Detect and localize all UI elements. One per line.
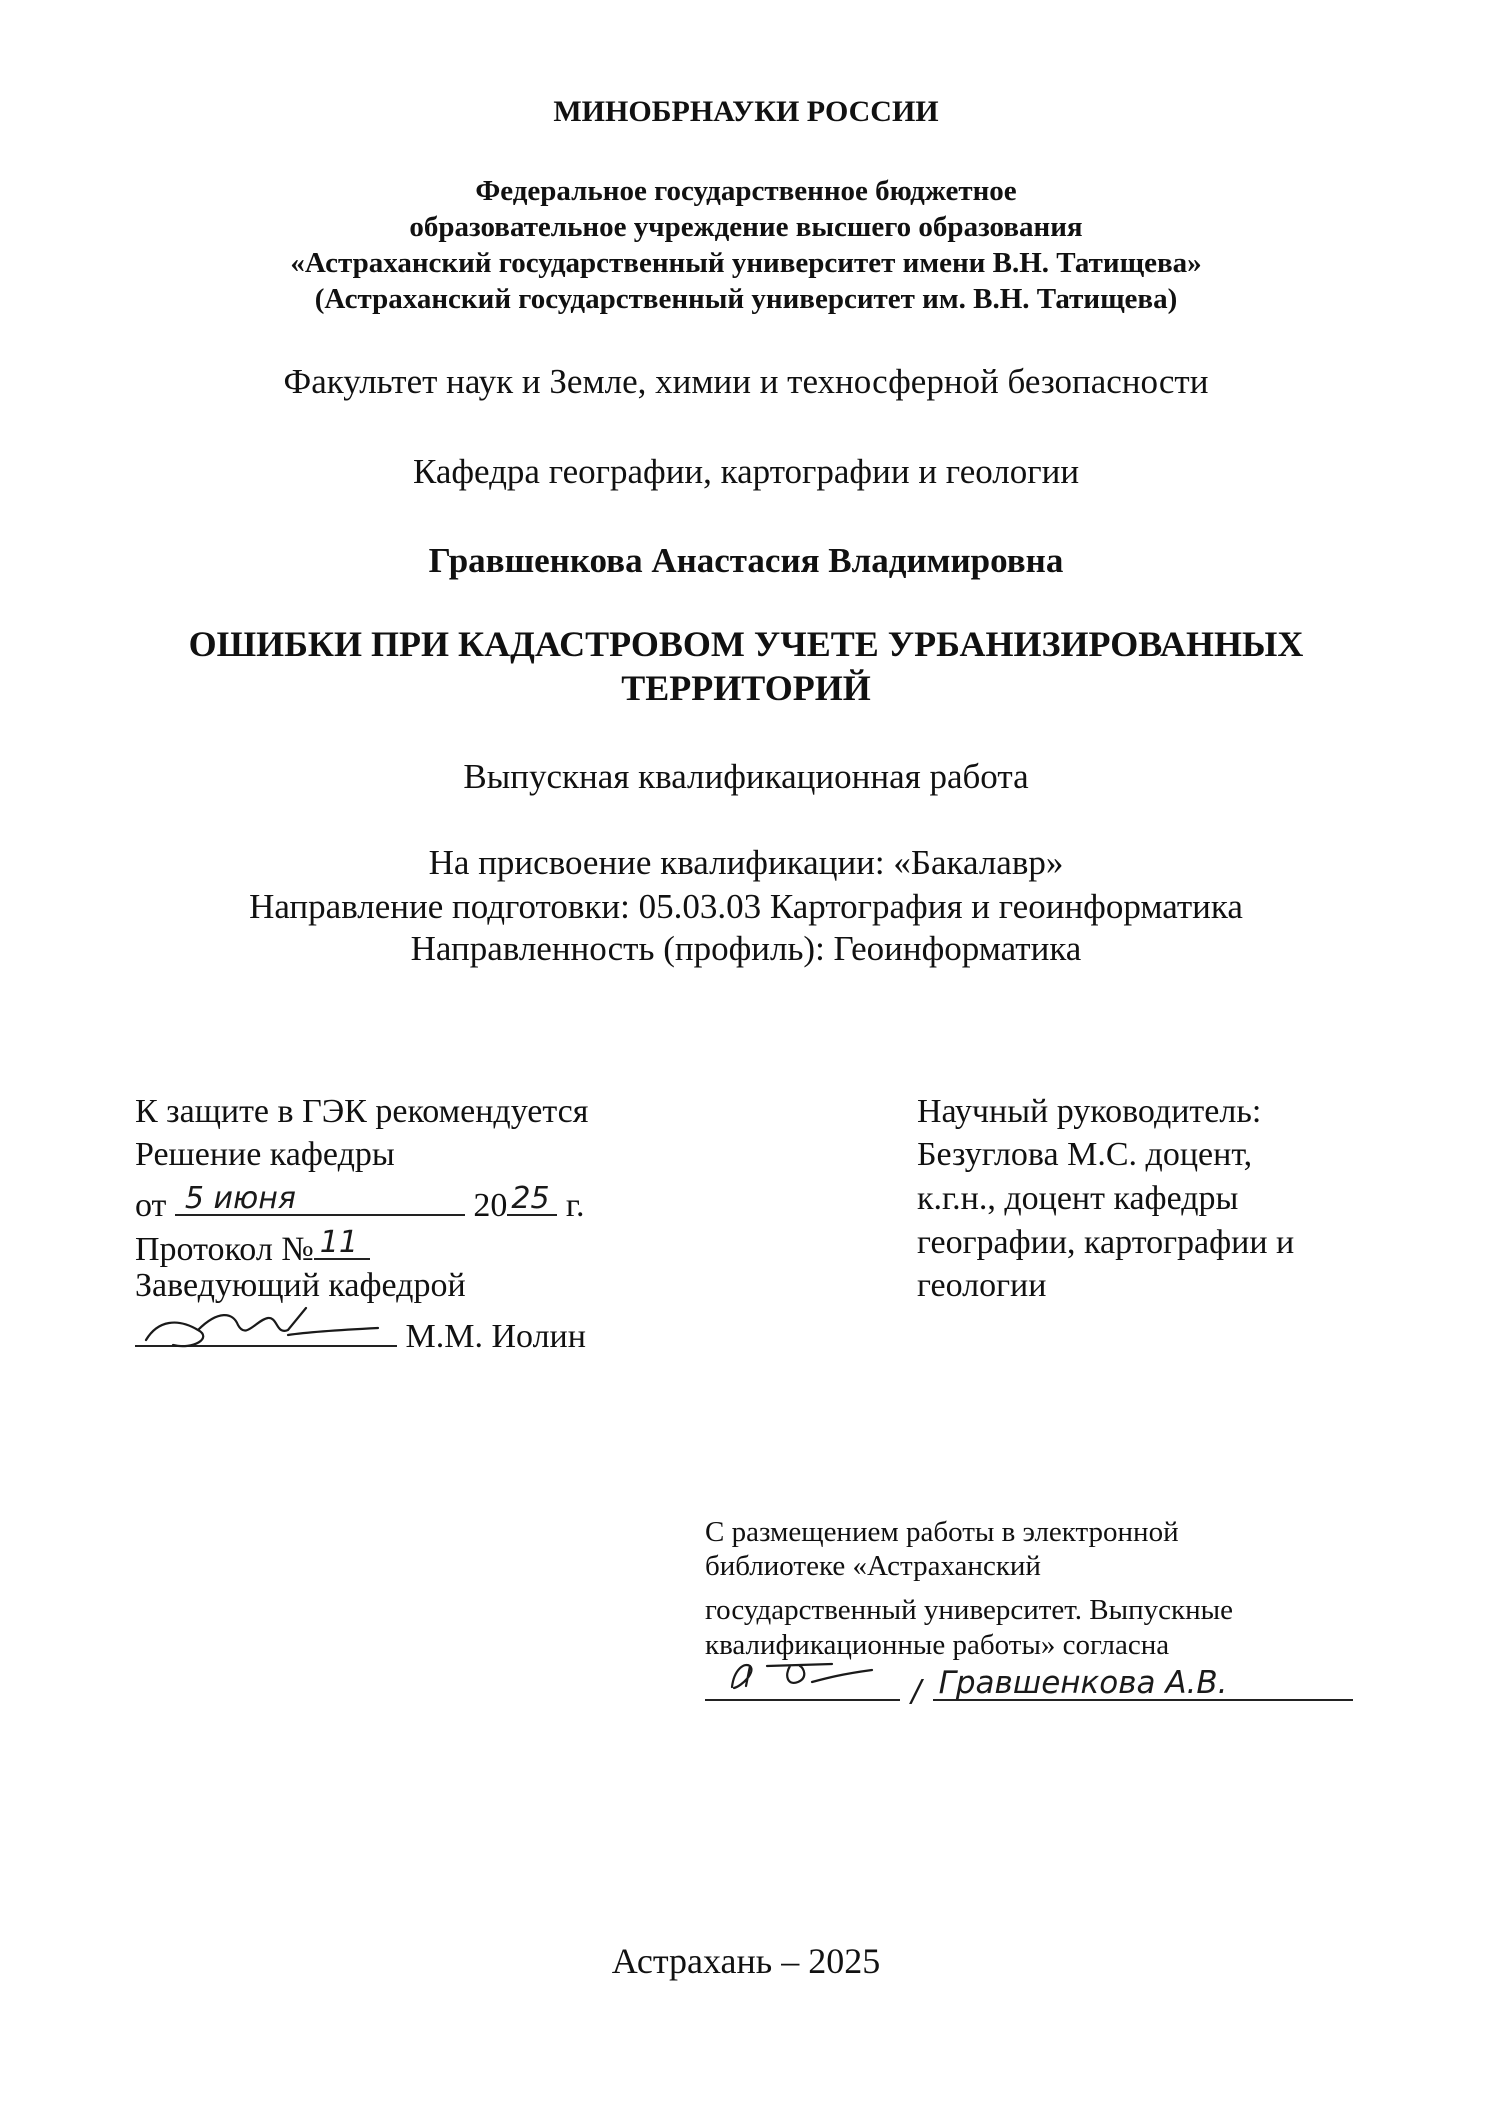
student-name-blank [933, 1665, 1353, 1701]
thesis-title-line-2: ТЕРРИТОРИЙ [621, 668, 871, 708]
consent-line-1: С размещением работы в электронной [705, 1516, 1179, 1548]
handwritten-student-name: Гравшенкова А.В. [938, 1665, 1228, 1701]
decision-date-row [135, 1180, 585, 1225]
supervisor-line-3: географии, картографии и [917, 1224, 1295, 1261]
qualification-degree: На присвоение квалификации: «Бакалавр» [428, 843, 1064, 882]
city-year: Астрахань – 2025 [611, 1941, 881, 1981]
consent-line-3: государственный университет. Выпускные [705, 1594, 1233, 1626]
handwritten-year: 25 [511, 1181, 550, 1216]
signature-separator: / [911, 1674, 922, 1709]
student-signature [712, 1652, 902, 1702]
institution-line-2: образовательное учреждение высшего образования [409, 211, 1083, 243]
protocol-row [135, 1224, 370, 1269]
institution-line-4: (Астраханский государственный университет им. В.Н. Татищева) [314, 283, 1178, 315]
handwritten-date: 5 июня [184, 1181, 296, 1216]
faculty-name: Факультет наук и Земле, химии и техносферной безопасности [283, 362, 1209, 401]
institution-line-3: «Астраханский государственный университет имени В.Н. Татищева» [290, 247, 1202, 279]
consent-line-4: квалификационные работы» согласна [705, 1629, 1170, 1661]
year-suffix: г. [565, 1187, 585, 1224]
head-name: М.М. Иолин [405, 1318, 586, 1355]
supervisor-line-2: к.г.н., доцент кафедры [917, 1180, 1239, 1217]
from-label: от [135, 1187, 167, 1224]
supervisor-line-1: Безуглова М.С. доцент, [917, 1136, 1253, 1173]
protocol-blank [314, 1224, 370, 1260]
year-prefix: 20 [473, 1187, 508, 1224]
year-blank [507, 1180, 557, 1216]
date-blank [175, 1180, 465, 1216]
ministry-heading: МИНОБРНАУКИ РОССИИ [553, 95, 939, 128]
protocol-label: Протокол № [135, 1231, 314, 1268]
head-signature [138, 1290, 398, 1360]
decision-label: Решение кафедры [135, 1136, 395, 1173]
work-type: Выпускная квалификационная работа [463, 757, 1029, 796]
consent-line-2: библиотеке «Астраханский [705, 1550, 1041, 1582]
department-name: Кафедра географии, картографии и геологии [412, 452, 1080, 491]
recommended-label: К защите в ГЭК рекомендуется [135, 1093, 589, 1130]
institution-line-1: Федеральное государственное бюджетное [475, 175, 1017, 207]
thesis-title-line-1: ОШИБКИ ПРИ КАДАСТРОВОМ УЧЕТЕ УРБАНИЗИРОВАННЫХ [188, 624, 1304, 664]
training-direction: Направление подготовки: 05.03.03 Картография и геоинформатика [249, 887, 1243, 926]
handwritten-protocol-number: 11 [319, 1225, 358, 1260]
author-name: Гравшенкова Анастасия Владимировна [428, 541, 1064, 580]
supervisor-label: Научный руководитель: [917, 1093, 1262, 1130]
training-profile: Направленность (профиль): Геоинформатика [410, 929, 1082, 968]
supervisor-line-4: геологии [917, 1267, 1047, 1304]
head-of-department-label: Заведующий кафедрой [135, 1267, 466, 1304]
